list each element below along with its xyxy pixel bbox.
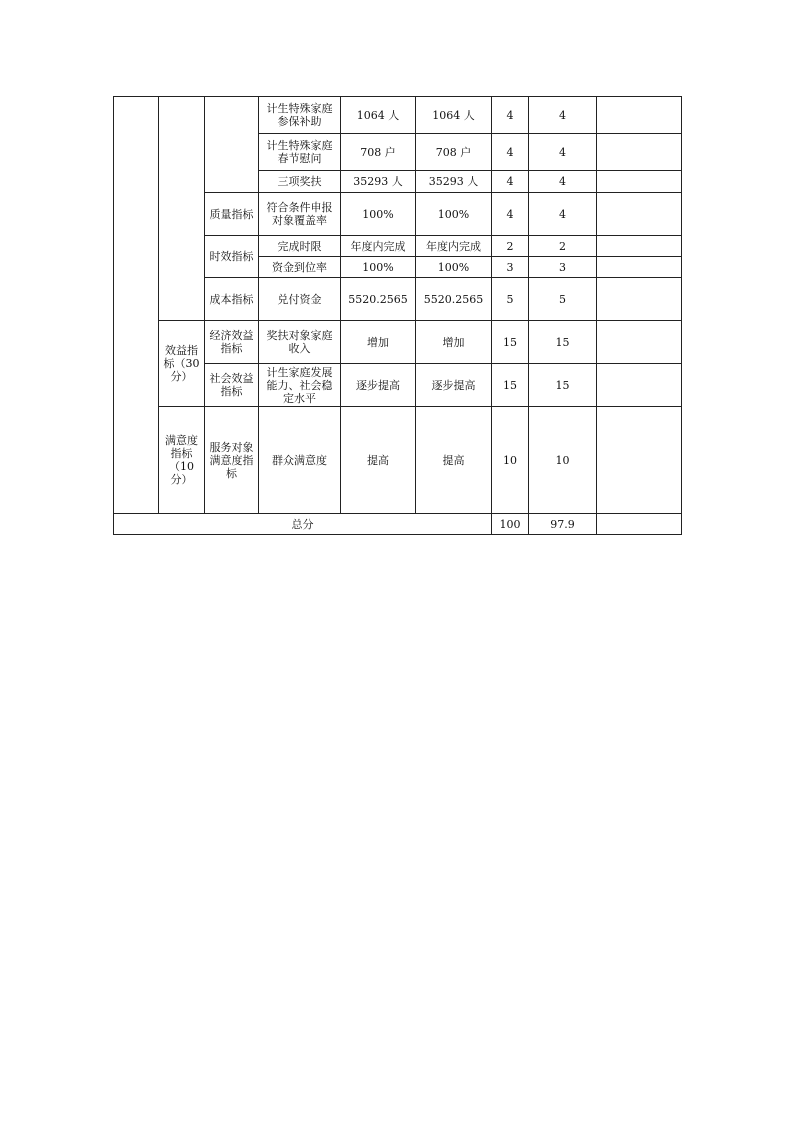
score-cell: 10 — [529, 407, 597, 514]
total-score: 97.9 — [529, 514, 597, 535]
indicator-cell: 计生家庭发展能力、社会稳定水平 — [259, 364, 341, 407]
score-cell: 4 — [529, 171, 597, 193]
indicator-cell: 兑付资金 — [259, 278, 341, 321]
score-cell: 15 — [529, 321, 597, 364]
note-cell — [597, 97, 682, 134]
actual-cell: 100% — [416, 193, 492, 236]
actual-cell: 35293 人 — [416, 171, 492, 193]
tier2-cell: 效益指标（30分） — [159, 321, 205, 407]
target-cell: 708 户 — [341, 134, 416, 171]
actual-cell: 1064 人 — [416, 97, 492, 134]
score-cell: 5 — [529, 278, 597, 321]
indicator-cell: 计生特殊家庭春节慰问 — [259, 134, 341, 171]
target-cell: 5520.2565 — [341, 278, 416, 321]
weight-cell: 4 — [492, 193, 529, 236]
weight-cell: 3 — [492, 257, 529, 278]
target-cell: 100% — [341, 257, 416, 278]
tier3-cell: 质量指标 — [205, 193, 259, 236]
weight-cell: 5 — [492, 278, 529, 321]
indicator-cell: 资金到位率 — [259, 257, 341, 278]
target-cell: 35293 人 — [341, 171, 416, 193]
target-cell: 逐步提高 — [341, 364, 416, 407]
score-cell: 4 — [529, 134, 597, 171]
weight-cell: 15 — [492, 364, 529, 407]
weight-cell: 10 — [492, 407, 529, 514]
tier3-cell: 经济效益指标 — [205, 321, 259, 364]
tier3-cell: 服务对象满意度指标 — [205, 407, 259, 514]
actual-cell: 提高 — [416, 407, 492, 514]
weight-cell: 15 — [492, 321, 529, 364]
note-cell — [597, 278, 682, 321]
tier2-cell — [159, 97, 205, 321]
total-note — [597, 514, 682, 535]
table-row — [114, 321, 682, 364]
actual-cell: 逐步提高 — [416, 364, 492, 407]
tier2-cell: 满意度指标（10分） — [159, 407, 205, 514]
performance-table — [113, 96, 682, 535]
indicator-cell: 完成时限 — [259, 236, 341, 257]
indicator-cell: 群众满意度 — [259, 407, 341, 514]
note-cell — [597, 171, 682, 193]
actual-cell: 100% — [416, 257, 492, 278]
target-cell: 年度内完成 — [341, 236, 416, 257]
target-cell: 1064 人 — [341, 97, 416, 134]
note-cell — [597, 321, 682, 364]
indicator-cell: 符合条件申报对象覆盖率 — [259, 193, 341, 236]
note-cell — [597, 407, 682, 514]
score-cell: 4 — [529, 193, 597, 236]
target-cell: 100% — [341, 193, 416, 236]
score-cell: 3 — [529, 257, 597, 278]
weight-cell: 4 — [492, 171, 529, 193]
indicator-cell: 三项奖扶 — [259, 171, 341, 193]
actual-cell: 708 户 — [416, 134, 492, 171]
total-weight: 100 — [492, 514, 529, 535]
note-cell — [597, 257, 682, 278]
target-cell: 提高 — [341, 407, 416, 514]
target-cell: 增加 — [341, 321, 416, 364]
note-cell — [597, 236, 682, 257]
actual-cell: 5520.2565 — [416, 278, 492, 321]
tier3-cell: 社会效益指标 — [205, 364, 259, 407]
weight-cell: 4 — [492, 134, 529, 171]
actual-cell: 年度内完成 — [416, 236, 492, 257]
score-cell: 2 — [529, 236, 597, 257]
indicator-cell: 奖扶对象家庭收入 — [259, 321, 341, 364]
tier3-cell — [205, 97, 259, 193]
note-cell — [597, 134, 682, 171]
tier3-cell: 时效指标 — [205, 236, 259, 278]
tier3-cell: 成本指标 — [205, 278, 259, 321]
note-cell — [597, 364, 682, 407]
weight-cell: 2 — [492, 236, 529, 257]
note-cell — [597, 193, 682, 236]
score-cell: 15 — [529, 364, 597, 407]
actual-cell: 增加 — [416, 321, 492, 364]
total-row — [114, 514, 682, 535]
total-label: 总分 — [114, 514, 492, 535]
table-row — [114, 407, 682, 514]
tier1-cell — [114, 97, 159, 514]
weight-cell: 4 — [492, 97, 529, 134]
indicator-cell: 计生特殊家庭参保补助 — [259, 97, 341, 134]
table-row — [114, 97, 682, 134]
score-cell: 4 — [529, 97, 597, 134]
